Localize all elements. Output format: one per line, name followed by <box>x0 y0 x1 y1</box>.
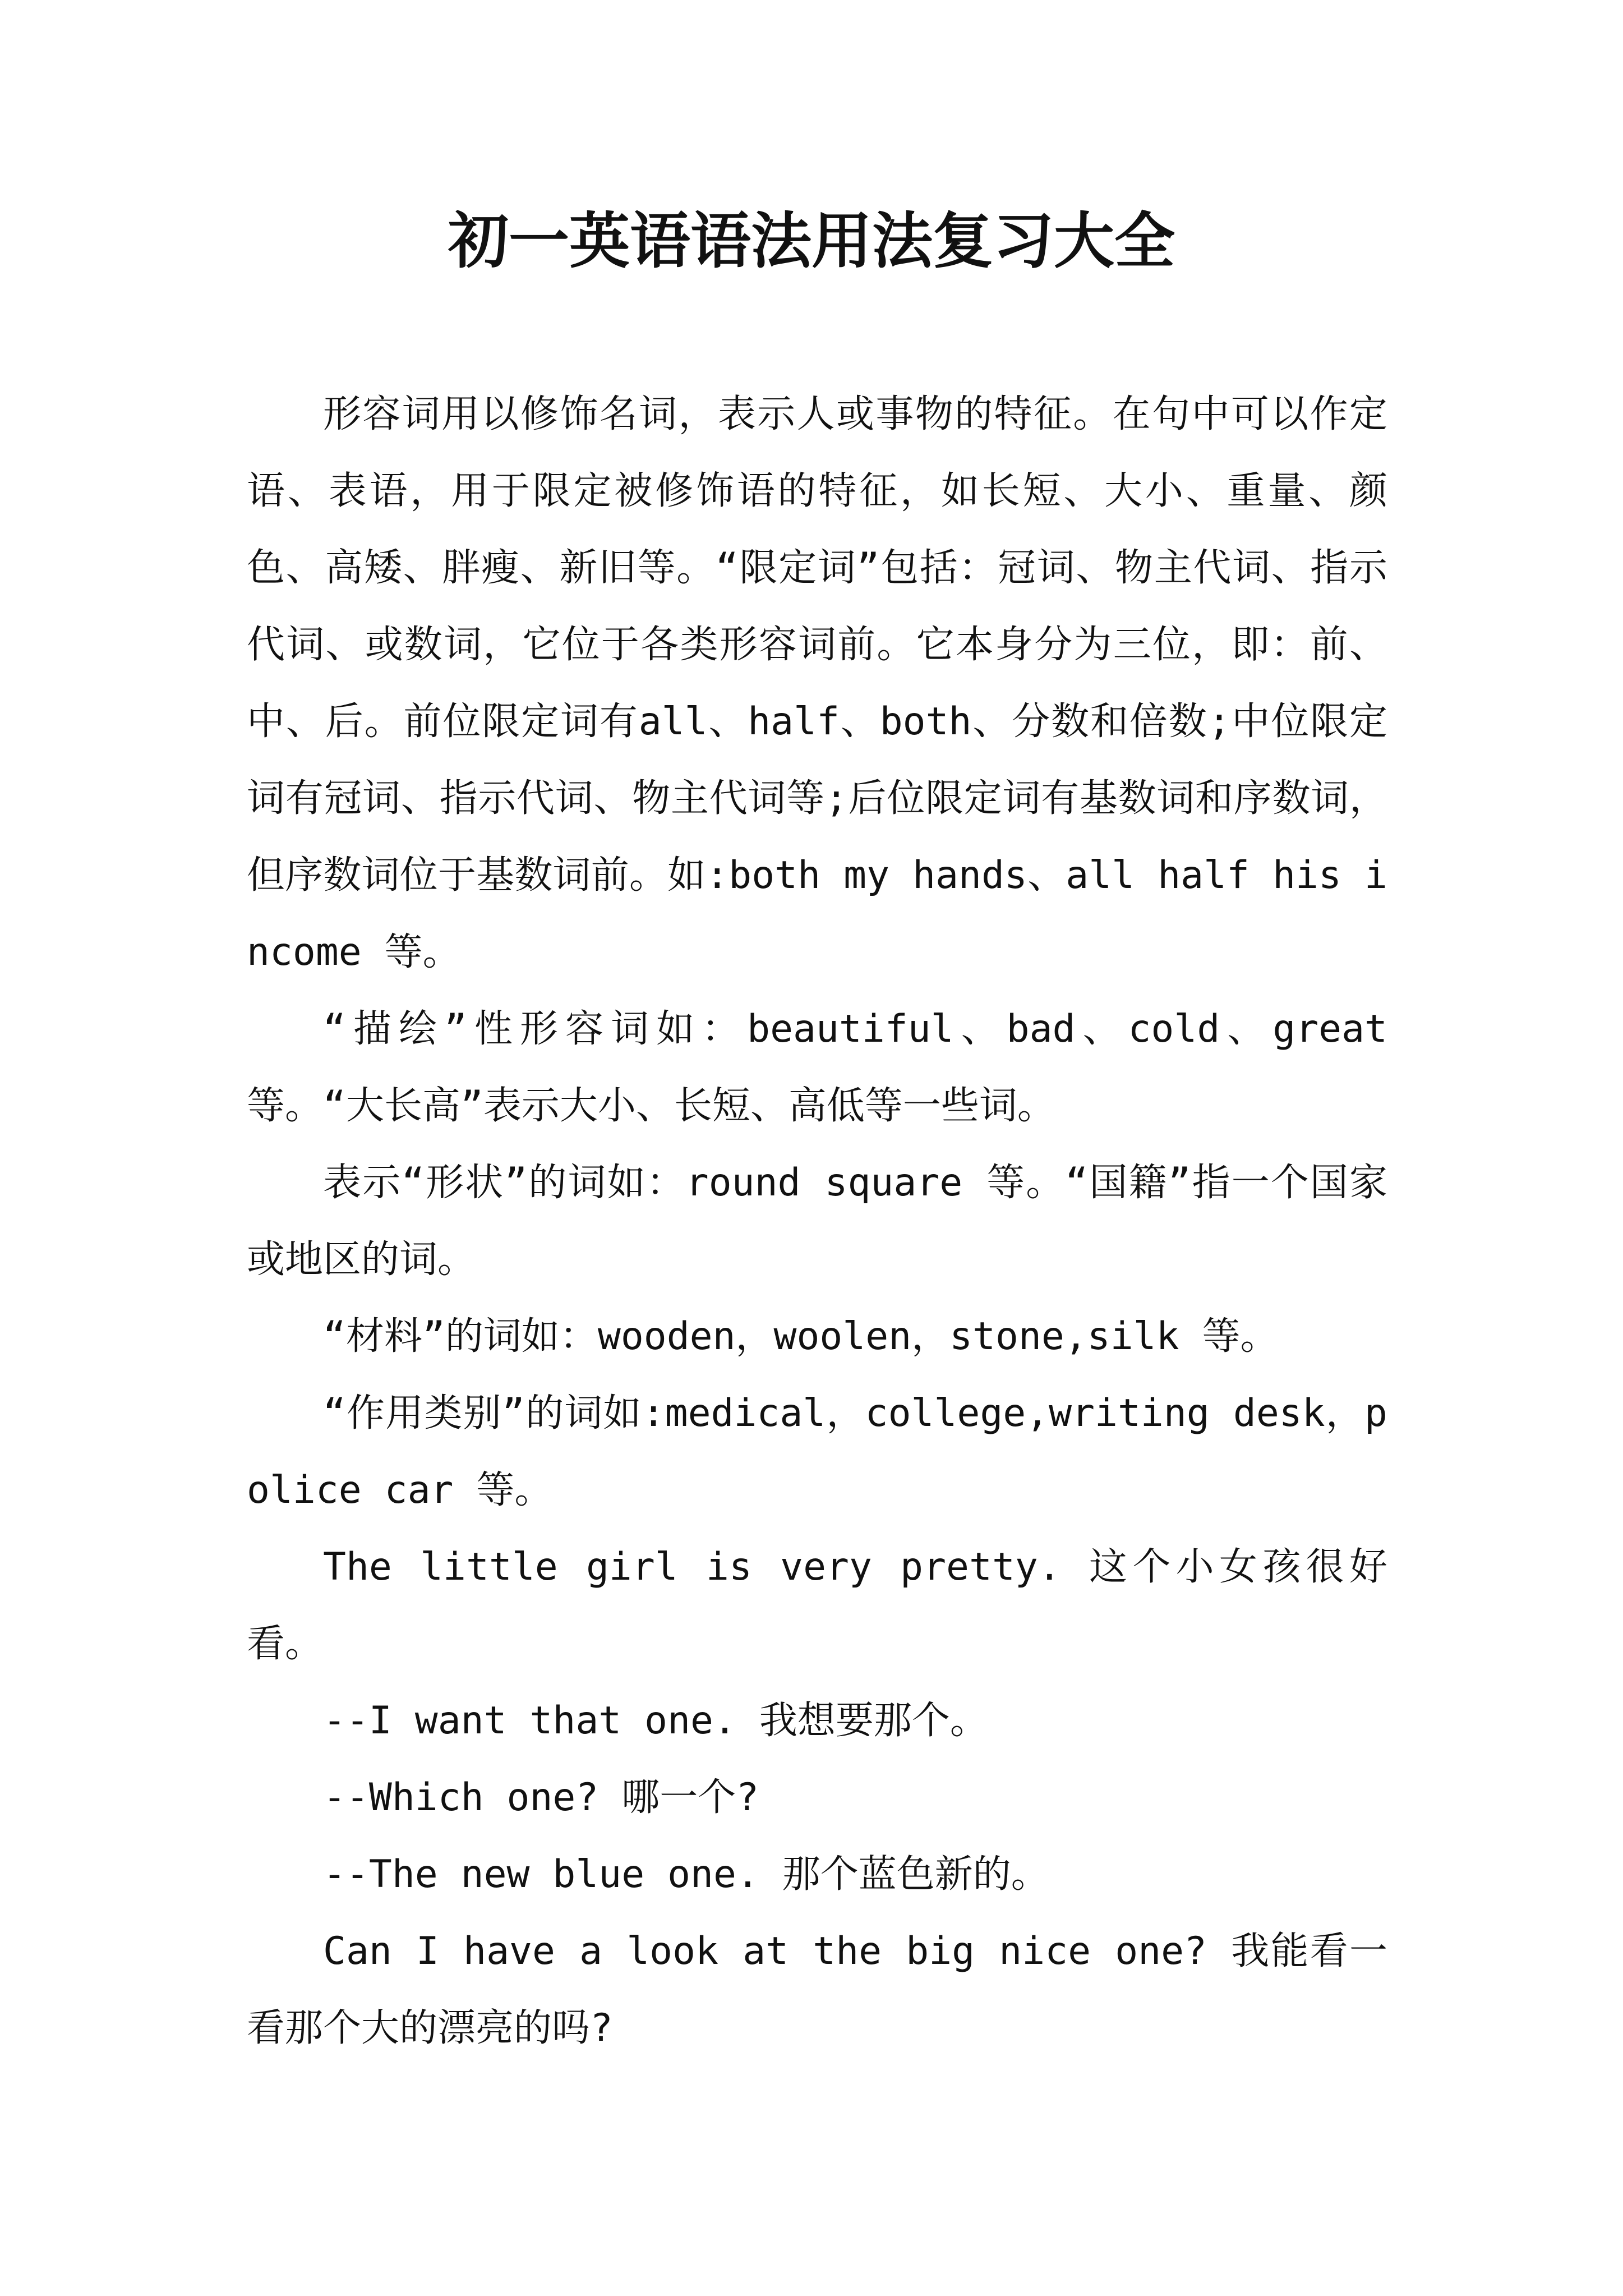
example-sentence: The little girl is very pretty. 这个小女孩很好看。 <box>247 1545 1387 1666</box>
paragraph-determiners: 形容词用以修饰名词，表示人或事物的特征。在句中可以作定语、表语，用于限定被修饰语的特征，如长短、大小、重量、颜色、高矮、胖瘦、新旧等。“限定词”包括：冠词、物主代词、指示代词、或数词，它位于各类形容词前。它本身分为三位，即：前、中、后。前位限定词有all、half、both、分数和倍数;中位限定词有冠词、指示代词、物主代词等;后位限定词有基数词和序数词，但序数词位于基数词前。如:both my hands、all half his income 等。 <box>247 392 1387 974</box>
paragraph-purpose: “作用类别”的词如:medical，college,writing desk，police car 等。 <box>247 1391 1387 1512</box>
document-body <box>247 376 1387 2067</box>
dialogue-line: --The new blue one. 那个蓝色新的。 <box>323 1852 1049 1897</box>
paragraph-descriptive-adjectives: “描绘”性形容词如：beautiful、bad、cold、great等。“大长高”表示大小、长短、高低等一些词。 <box>247 1007 1387 1128</box>
example-sentence: Can I have a look at the big nice one? 我能看一看那个大的漂亮的吗? <box>247 1929 1387 2050</box>
dialogue-line: --I want that one. 我想要那个。 <box>323 1699 988 1743</box>
dialogue-line: --Which one? 哪一个? <box>323 1775 759 1820</box>
paragraph-shape-nationality: 表示“形状”的词如：round square 等。“国籍”指一个国家或地区的词。 <box>247 1161 1387 1282</box>
page-title: 初一英语语法用法复习大全 <box>448 206 1175 277</box>
paragraph-material: “材料”的词如：wooden，woolen，stone,silk 等。 <box>323 1314 1279 1359</box>
